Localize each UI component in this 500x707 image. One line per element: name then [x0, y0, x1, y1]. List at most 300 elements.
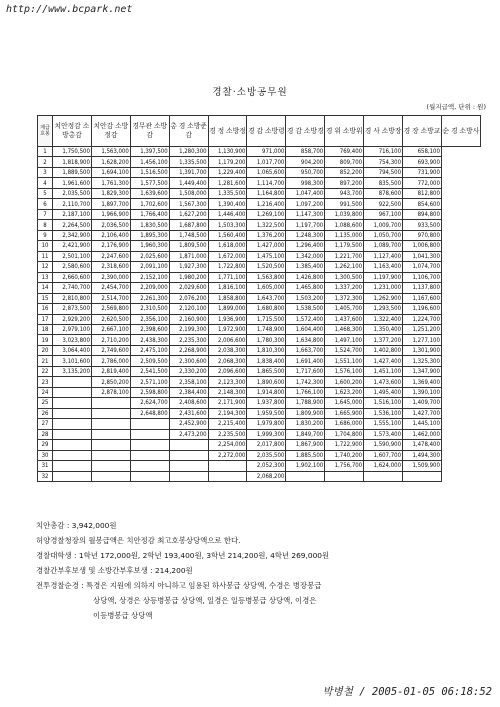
salary-cell: 1,623,200	[325, 387, 364, 397]
salary-cell	[130, 471, 169, 481]
salary-cell: 1,427,400	[364, 356, 403, 366]
salary-cell: 1,130,900	[208, 147, 247, 157]
salary-cell: 1,301,900	[403, 345, 442, 355]
salary-cell: 1,999,300	[247, 429, 286, 439]
table-row	[38, 345, 481, 355]
salary-cell: 1,865,500	[247, 366, 286, 376]
salary-cell: 1,335,500	[208, 188, 247, 198]
salary-cell: 1,567,300	[169, 199, 208, 209]
salary-cell: 1,127,400	[364, 251, 403, 261]
salary-cell: 1,296,400	[286, 241, 325, 251]
salary-cell: 2,786,000	[91, 356, 130, 366]
salary-cell: 2,261,300	[130, 293, 169, 303]
salary-cell: 1,402,800	[364, 345, 403, 355]
salary-cell: 897,200	[325, 178, 364, 188]
salary-cell: 1,645,000	[325, 398, 364, 408]
salary-cell: 809,700	[325, 157, 364, 167]
step-cell: 24	[38, 387, 53, 397]
salary-cell: 1,536,100	[364, 408, 403, 418]
salary-cell: 1,722,800	[208, 262, 247, 272]
step-cell: 20	[38, 345, 53, 355]
salary-cell: 1,390,100	[403, 387, 442, 397]
salary-cell: 2,330,200	[169, 366, 208, 376]
step-cell: 2	[38, 157, 53, 167]
salary-cell: 950,700	[286, 167, 325, 177]
salary-cell: 1,858,800	[208, 293, 247, 303]
salary-cell: 2,247,600	[91, 251, 130, 261]
salary-cell	[53, 461, 92, 471]
step-cell: 7	[38, 209, 53, 219]
salary-cell: 2,710,200	[91, 335, 130, 345]
salary-cell: 2,091,100	[130, 262, 169, 272]
salary-cell	[53, 419, 92, 429]
salary-cell: 1,750,500	[53, 147, 92, 157]
salary-cell	[208, 471, 247, 481]
salary-cell: 2,068,300	[208, 356, 247, 366]
step-cell: 31	[38, 461, 53, 471]
salary-cell: 2,264,500	[53, 220, 92, 230]
salary-cell	[91, 408, 130, 418]
step-cell: 30	[38, 450, 53, 460]
salary-cell: 1,231,000	[364, 283, 403, 293]
salary-cell: 1,809,900	[286, 408, 325, 418]
table-row	[38, 377, 481, 387]
salary-cell: 2,025,600	[130, 251, 169, 261]
salary-cell: 2,398,600	[130, 324, 169, 334]
salary-cell: 1,628,200	[91, 157, 130, 167]
salary-cell: 1,300,500	[325, 272, 364, 282]
salary-cell: 1,538,500	[286, 304, 325, 314]
salary-cell: 2,254,000	[208, 440, 247, 450]
salary-cell: 2,120,100	[169, 304, 208, 314]
salary-cell: 2,749,600	[91, 345, 130, 355]
salary-cell: 1,563,800	[247, 272, 286, 282]
salary-cell: 1,369,400	[403, 377, 442, 387]
salary-cell: 858,700	[286, 147, 325, 157]
salary-cell: 1,687,800	[169, 220, 208, 230]
column-header: 순 경 소방사	[441, 116, 480, 147]
salary-cell	[53, 450, 92, 460]
salary-cell: 1,262,100	[325, 262, 364, 272]
salary-cell	[91, 398, 130, 408]
salary-cell: 1,577,500	[130, 178, 169, 188]
salary-cell: 1,350,400	[364, 324, 403, 334]
salary-cell: 1,524,700	[325, 345, 364, 355]
salary-cell: 1,742,300	[286, 377, 325, 387]
salary-cell: 971,000	[247, 147, 286, 157]
salary-cell	[286, 471, 325, 481]
step-cell: 11	[38, 251, 53, 261]
salary-cell: 1,756,700	[325, 461, 364, 471]
table-row	[38, 178, 481, 188]
salary-cell: 1,427,700	[403, 408, 442, 418]
table-row	[38, 471, 481, 481]
salary-cell: 2,171,900	[208, 398, 247, 408]
salary-cell	[53, 387, 92, 397]
salary-cell: 772,000	[403, 178, 442, 188]
salary-cell	[169, 461, 208, 471]
salary-cell: 1,163,400	[364, 262, 403, 272]
step-cell: 13	[38, 272, 53, 282]
step-cell: 10	[38, 241, 53, 251]
salary-cell: 1,221,700	[325, 251, 364, 261]
salary-cell: 1,216,400	[247, 199, 286, 209]
table-row	[38, 220, 481, 230]
note-line: 경찰대학생 : 1학년 172,000원, 2학년 193,400원, 3학년 214,200원, 4학년 269,000원	[36, 551, 330, 560]
salary-cell: 1,520,500	[247, 262, 286, 272]
salary-cell: 2,209,000	[130, 283, 169, 293]
salary-cell: 2,110,700	[53, 199, 92, 209]
salary-cell: 1,281,600	[208, 178, 247, 188]
salary-cell	[91, 471, 130, 481]
step-cell: 15	[38, 293, 53, 303]
salary-cell: 1,605,000	[247, 283, 286, 293]
salary-cell: 1,871,000	[169, 251, 208, 261]
salary-cell: 2,017,800	[247, 440, 286, 450]
salary-cell: 1,497,100	[325, 335, 364, 345]
salary-cell: 1,560,400	[208, 230, 247, 240]
salary-cell: 1,895,300	[130, 230, 169, 240]
salary-cell	[169, 440, 208, 450]
salary-cell: 2,318,600	[91, 262, 130, 272]
salary-cell: 2,878,100	[91, 387, 130, 397]
salary-cell: 2,052,300	[247, 461, 286, 471]
salary-cell: 1,269,100	[247, 209, 286, 219]
salary-cell: 2,929,200	[53, 314, 92, 324]
salary-cell: 970,800	[403, 230, 442, 240]
salary-cell: 1,830,500	[130, 220, 169, 230]
salary-cell: 854,600	[403, 199, 442, 209]
salary-cell: 3,023,800	[53, 335, 92, 345]
salary-cell: 1,335,500	[169, 157, 208, 167]
salary-cell: 2,598,800	[130, 387, 169, 397]
salary-table	[37, 115, 481, 482]
salary-cell: 2,068,200	[247, 471, 286, 481]
salary-cell: 2,199,300	[169, 324, 208, 334]
salary-cell: 1,643,700	[247, 293, 286, 303]
column-header: 경 감 소방령	[247, 116, 286, 147]
salary-cell: 1,065,600	[247, 167, 286, 177]
watermark-url: http://www.bcpark.net	[6, 4, 133, 15]
step-cell: 29	[38, 440, 53, 450]
salary-cell: 1,961,600	[53, 178, 92, 188]
salary-cell: 1,816,100	[208, 283, 247, 293]
step-cell: 28	[38, 429, 53, 439]
salary-cell: 1,280,300	[169, 147, 208, 157]
salary-cell: 835,500	[364, 178, 403, 188]
salary-cell: 1,902,100	[286, 461, 325, 471]
step-cell: 16	[38, 304, 53, 314]
table-row	[38, 209, 481, 219]
salary-cell: 1,097,200	[286, 199, 325, 209]
salary-cell: 1,050,700	[364, 230, 403, 240]
salary-cell: 2,454,700	[91, 283, 130, 293]
step-cell: 18	[38, 324, 53, 334]
salary-cell: 1,885,500	[286, 450, 325, 460]
salary-cell: 1,325,300	[403, 356, 442, 366]
salary-cell: 1,446,400	[208, 209, 247, 219]
salary-cell: 1,137,800	[403, 283, 442, 293]
step-cell: 19	[38, 335, 53, 345]
salary-cell: 2,123,300	[208, 377, 247, 387]
salary-cell: 2,475,100	[130, 345, 169, 355]
table-row	[38, 335, 481, 345]
salary-cell: 1,849,700	[286, 429, 325, 439]
corner-step-label: 호봉	[40, 131, 50, 137]
salary-cell: 2,431,600	[169, 408, 208, 418]
salary-cell: 2,850,200	[91, 377, 130, 387]
salary-cell: 2,035,500	[53, 188, 92, 198]
salary-cell: 2,310,500	[130, 304, 169, 314]
note-line: 경찰간부후보생 및 소방간부후보생 : 214,200원	[36, 566, 193, 575]
salary-cell: 1,766,400	[130, 209, 169, 219]
salary-cell: 1,838,400	[247, 356, 286, 366]
salary-cell: 2,187,100	[53, 209, 92, 219]
salary-cell: 1,342,000	[286, 251, 325, 261]
table-row	[38, 429, 481, 439]
salary-cell: 1,468,300	[325, 324, 364, 334]
salary-cell: 2,148,300	[208, 387, 247, 397]
salary-cell: 2,979,100	[53, 324, 92, 334]
salary-cell: 2,819,400	[91, 366, 130, 376]
salary-cell: 1,914,800	[247, 387, 286, 397]
salary-cell: 1,979,800	[247, 419, 286, 429]
column-header: 경 장 소방교	[403, 116, 442, 147]
salary-cell	[91, 450, 130, 460]
salary-cell: 716,100	[364, 147, 403, 157]
table-row	[38, 188, 481, 198]
salary-cell: 1,686,000	[325, 419, 364, 429]
salary-cell: 2,268,900	[169, 345, 208, 355]
salary-cell: 2,152,100	[130, 272, 169, 282]
salary-cell: 2,006,600	[208, 335, 247, 345]
salary-cell: 2,194,300	[208, 408, 247, 418]
column-header: 치안정감 소방총감	[53, 116, 92, 147]
salary-cell: 1,927,300	[169, 262, 208, 272]
salary-cell: 3,064,400	[53, 345, 92, 355]
salary-cell: 1,039,800	[325, 209, 364, 219]
column-header: 총 경 소방준감	[169, 116, 208, 147]
salary-cell	[53, 408, 92, 418]
salary-cell: 2,160,900	[169, 314, 208, 324]
salary-cell: 1,427,000	[247, 241, 286, 251]
salary-cell: 2,509,500	[130, 356, 169, 366]
table-row	[38, 230, 481, 240]
table-row	[38, 167, 481, 177]
salary-cell: 1,897,700	[91, 199, 130, 209]
salary-cell: 1,397,500	[130, 147, 169, 157]
salary-cell: 2,624,700	[130, 398, 169, 408]
salary-cell: 1,702,600	[130, 199, 169, 209]
salary-cell: 1,229,400	[208, 167, 247, 177]
salary-cell: 1,722,900	[325, 440, 364, 450]
salary-cell: 933,500	[403, 220, 442, 230]
salary-cell	[91, 440, 130, 450]
salary-cell: 1,771,100	[208, 272, 247, 282]
salary-cell	[91, 419, 130, 429]
table-row	[38, 157, 481, 167]
step-cell: 22	[38, 366, 53, 376]
salary-cell: 2,235,300	[169, 335, 208, 345]
salary-cell: 3,101,600	[53, 356, 92, 366]
salary-cell: 1,665,900	[325, 408, 364, 418]
salary-cell: 2,235,500	[208, 429, 247, 439]
salary-cell: 1,293,500	[364, 304, 403, 314]
salary-cell: 1,634,800	[286, 335, 325, 345]
salary-cell: 3,135,200	[53, 366, 92, 376]
salary-cell: 1,503,300	[208, 220, 247, 230]
salary-cell: 1,473,600	[364, 377, 403, 387]
salary-cell: 1,106,700	[403, 272, 442, 282]
step-cell: 9	[38, 230, 53, 240]
column-header: 경 정 소방정	[208, 116, 247, 147]
salary-cell	[53, 471, 92, 481]
step-cell: 27	[38, 419, 53, 429]
salary-cell: 1,639,600	[130, 188, 169, 198]
table-body	[38, 147, 481, 482]
salary-cell: 1,937,800	[247, 398, 286, 408]
salary-cell: 1,449,400	[169, 178, 208, 188]
salary-cell: 1,006,800	[403, 241, 442, 251]
salary-cell: 922,500	[364, 199, 403, 209]
step-cell: 14	[38, 283, 53, 293]
salary-cell: 2,740,700	[53, 283, 92, 293]
salary-cell: 2,569,800	[91, 304, 130, 314]
salary-cell	[130, 440, 169, 450]
salary-cell: 2,810,800	[53, 293, 92, 303]
salary-cell: 1,478,400	[403, 440, 442, 450]
salary-cell: 1,377,200	[364, 335, 403, 345]
salary-cell: 1,390,400	[208, 199, 247, 209]
salary-cell: 2,408,600	[169, 398, 208, 408]
salary-cell: 2,342,900	[53, 230, 92, 240]
salary-cell: 1,164,800	[247, 188, 286, 198]
note-line: 허양경찰청장의 월봉급액은 치안정감 최고호봉상당액으로 한다.	[36, 536, 241, 545]
salary-cell: 1,627,200	[169, 209, 208, 219]
salary-cell: 1,761,300	[91, 178, 130, 188]
step-cell: 32	[38, 471, 53, 481]
table-row	[38, 272, 481, 282]
salary-cell: 1,604,400	[286, 324, 325, 334]
salary-cell: 1,818,900	[53, 157, 92, 167]
salary-cell	[325, 471, 364, 481]
salary-cell: 1,715,500	[247, 314, 286, 324]
salary-cell: 2,473,200	[169, 429, 208, 439]
salary-cell: 1,426,800	[286, 272, 325, 282]
salary-cell	[53, 429, 92, 439]
salary-cell: 1,167,600	[403, 293, 442, 303]
salary-cell: 693,900	[403, 157, 442, 167]
salary-cell: 1,114,700	[247, 178, 286, 188]
salary-cell	[91, 461, 130, 471]
salary-cell: 1,829,300	[91, 188, 130, 198]
salary-cell: 1,717,600	[286, 366, 325, 376]
table-row	[38, 440, 481, 450]
salary-cell: 2,873,500	[53, 304, 92, 314]
salary-cell: 2,620,500	[91, 314, 130, 324]
salary-cell: 2,035,500	[247, 450, 286, 460]
salary-cell: 2,036,500	[91, 220, 130, 230]
salary-cell: 1,197,900	[364, 272, 403, 282]
salary-cell: 1,322,500	[247, 220, 286, 230]
salary-cell: 769,400	[325, 147, 364, 157]
salary-cell: 1,262,900	[364, 293, 403, 303]
salary-cell: 1,445,100	[403, 419, 442, 429]
salary-cell	[403, 471, 442, 481]
salary-cell	[208, 461, 247, 471]
salary-cell: 2,176,900	[91, 241, 130, 251]
corner-cell	[38, 116, 53, 147]
salary-cell: 1,451,100	[364, 366, 403, 376]
salary-cell: 1,740,200	[325, 450, 364, 460]
salary-cell: 2,215,400	[208, 419, 247, 429]
salary-cell: 2,356,100	[130, 314, 169, 324]
table-row	[38, 324, 481, 334]
salary-cell: 1,462,000	[403, 429, 442, 439]
salary-cell: 1,624,000	[364, 461, 403, 471]
salary-cell: 1,508,000	[169, 188, 208, 198]
salary-cell: 1,196,600	[403, 304, 442, 314]
salary-cell: 1,088,600	[325, 220, 364, 230]
salary-cell: 1,788,900	[286, 398, 325, 408]
salary-cell: 731,900	[403, 167, 442, 177]
salary-cell: 1,966,900	[91, 209, 130, 219]
salary-cell: 1,041,300	[403, 251, 442, 261]
salary-cell: 1,766,100	[286, 387, 325, 397]
step-cell: 25	[38, 398, 53, 408]
salary-cell: 1,017,700	[247, 157, 286, 167]
salary-cell: 1,409,700	[403, 398, 442, 408]
step-cell: 8	[38, 220, 53, 230]
salary-cell: 1,475,100	[247, 251, 286, 261]
salary-cell: 943,700	[325, 188, 364, 198]
table-row	[38, 304, 481, 314]
unit-note: (월지급액, 단위 : 원)	[426, 103, 486, 111]
salary-cell	[53, 377, 92, 387]
salary-cell: 2,648,800	[130, 408, 169, 418]
corner-rank-label: 계급	[40, 125, 50, 131]
salary-cell: 1,516,100	[364, 398, 403, 408]
salary-cell: 1,248,300	[286, 230, 325, 240]
salary-cell	[130, 450, 169, 460]
step-cell: 6	[38, 199, 53, 209]
salary-cell: 1,495,400	[364, 387, 403, 397]
salary-cell: 812,800	[403, 188, 442, 198]
column-header: 경 위 소방위	[325, 116, 364, 147]
salary-cell: 1,147,300	[286, 209, 325, 219]
salary-cell: 998,300	[286, 178, 325, 188]
step-cell: 21	[38, 356, 53, 366]
salary-cell: 2,272,000	[208, 450, 247, 460]
salary-cell: 2,660,600	[53, 272, 92, 282]
salary-cell: 1,516,500	[130, 167, 169, 177]
table-row	[38, 293, 481, 303]
note-line: 치안총감 : 3,942,000원	[36, 521, 117, 530]
salary-cell: 2,096,600	[208, 366, 247, 376]
salary-cell: 2,667,100	[91, 324, 130, 334]
salary-cell: 794,500	[364, 167, 403, 177]
table-row	[38, 408, 481, 418]
salary-cell: 2,358,100	[169, 377, 208, 387]
salary-cell: 1,830,200	[286, 419, 325, 429]
step-cell: 17	[38, 314, 53, 324]
table-header-row	[38, 116, 481, 147]
salary-cell: 1,590,900	[364, 440, 403, 450]
salary-cell	[130, 419, 169, 429]
table-row	[38, 147, 481, 157]
salary-cell: 1,251,200	[403, 324, 442, 334]
column-header: 경 감 소방경	[286, 116, 325, 147]
